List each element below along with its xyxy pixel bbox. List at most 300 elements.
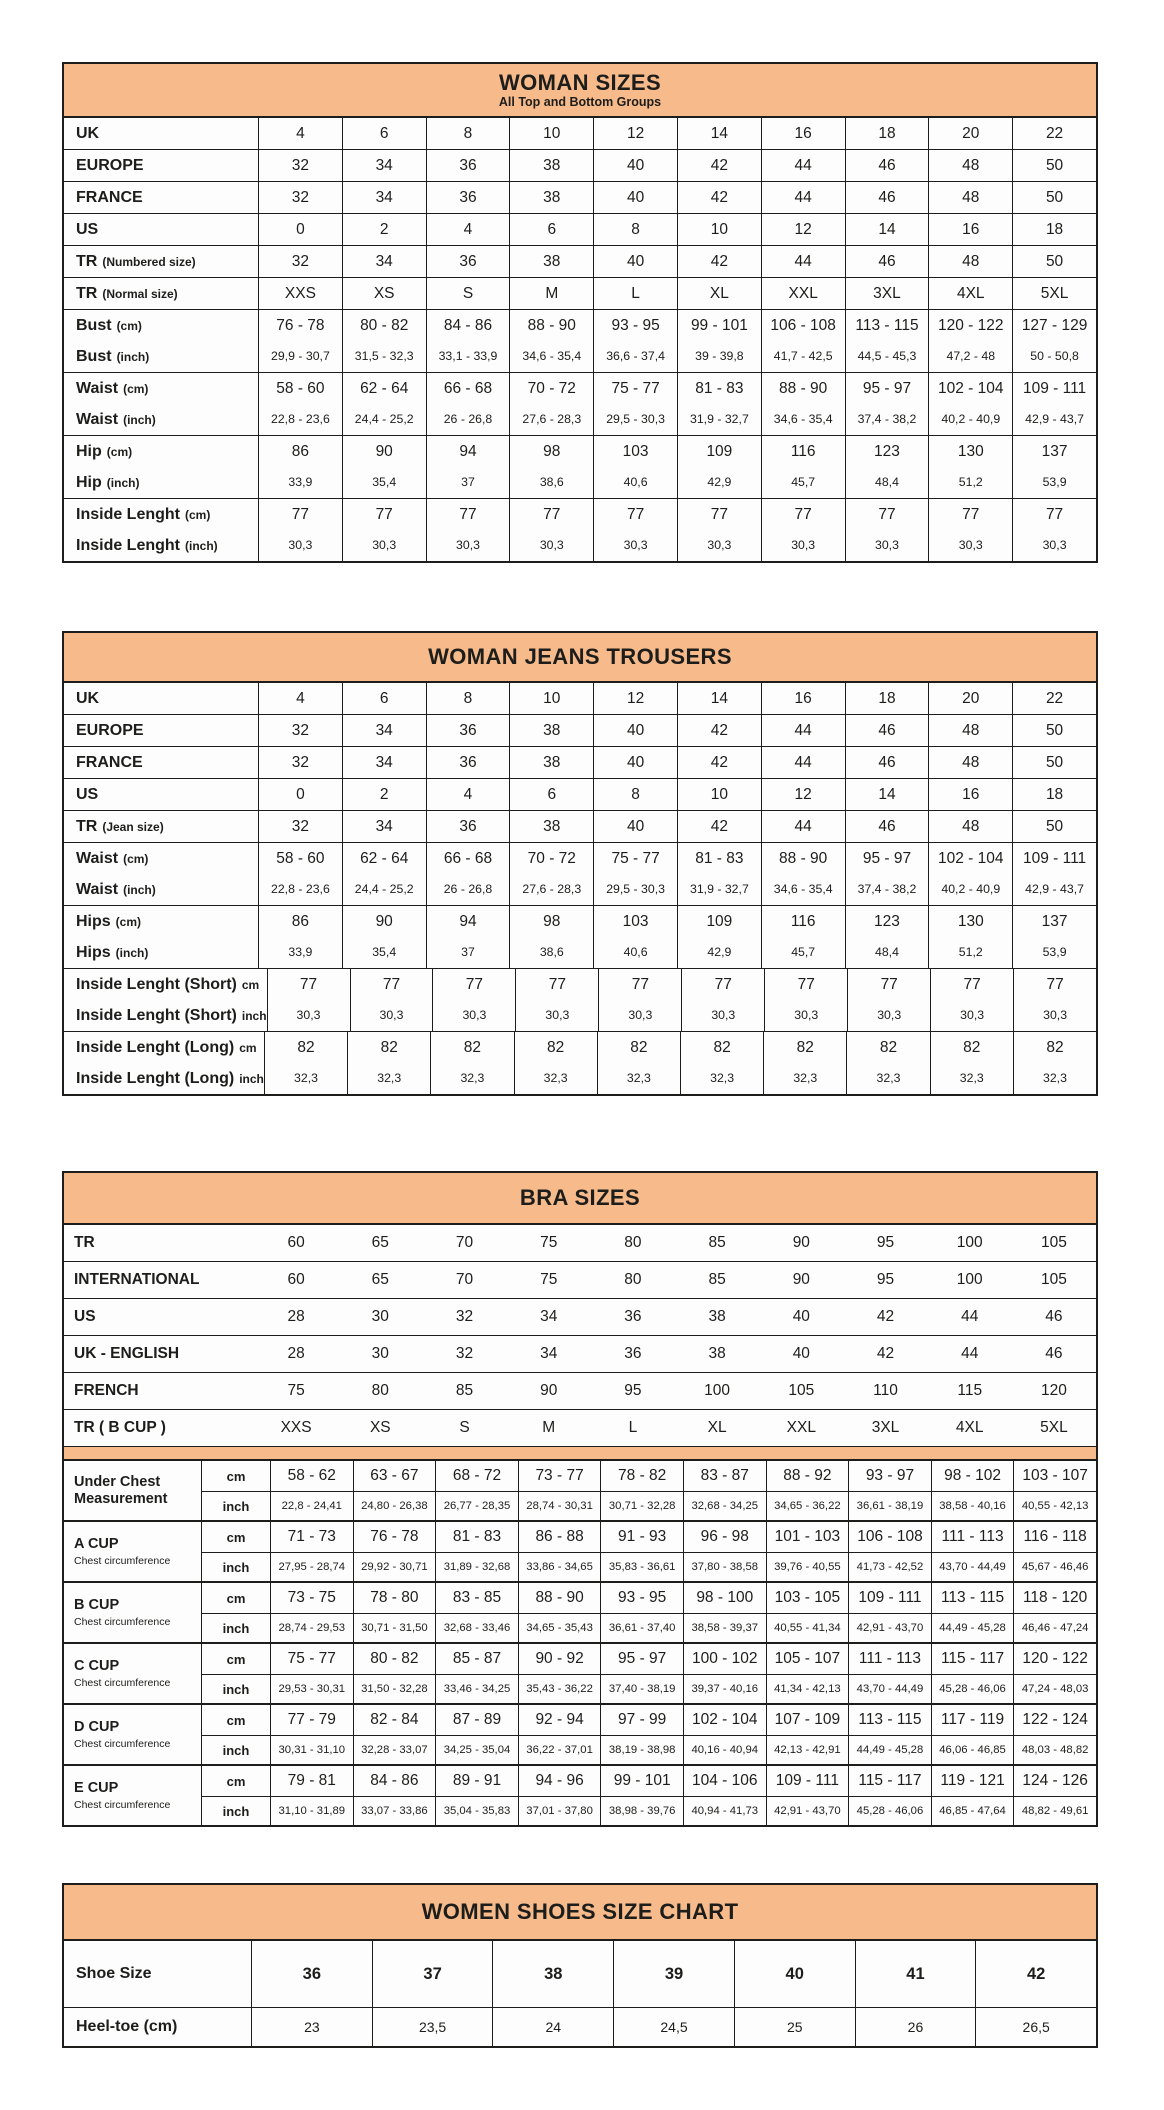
size-value: 0 xyxy=(296,221,305,238)
size-cell xyxy=(594,118,678,149)
size-value: 113 - 115 xyxy=(855,317,919,334)
size-cell xyxy=(929,499,1013,561)
size-cell: 78 - 82 xyxy=(601,1461,684,1491)
size-cell: 94 - 96 xyxy=(519,1766,602,1796)
size-value: 40 xyxy=(626,818,645,835)
size-value: XXL xyxy=(788,285,818,302)
size-value: 18 xyxy=(878,125,896,142)
row-label-text: FRANCE xyxy=(76,753,143,771)
table-row xyxy=(64,498,1096,561)
row-label xyxy=(64,1583,202,1642)
size-value: 77 xyxy=(1046,976,1064,993)
size-cell: 36,61 - 37,40 xyxy=(601,1614,684,1642)
size-cell xyxy=(594,310,678,372)
size-cell xyxy=(427,278,511,309)
size-value: 42 xyxy=(710,722,728,739)
size-value: 48 xyxy=(962,189,980,206)
size-value: 77 xyxy=(710,506,728,523)
size-value: 77 xyxy=(962,506,980,523)
unit-label: cm xyxy=(202,1766,271,1796)
size-cell xyxy=(929,906,1013,968)
row-label-text: Waist xyxy=(76,849,119,867)
size-value: S xyxy=(462,285,474,302)
unit-label: cm xyxy=(202,1461,271,1491)
size-cell: 33,86 - 34,65 xyxy=(519,1553,602,1581)
size-cell: 96 - 98 xyxy=(684,1522,767,1552)
size-value: 40,6 xyxy=(623,945,648,959)
row-label xyxy=(64,843,259,905)
size-value: 116 xyxy=(790,913,816,930)
size-cell xyxy=(510,906,594,968)
size-cell xyxy=(735,1941,856,2007)
size-cell: 30 xyxy=(371,1308,389,1325)
size-value: 37,4 - 38,2 xyxy=(857,412,917,426)
size-cell xyxy=(252,2008,373,2046)
size-cell: 44,49 - 45,28 xyxy=(932,1614,1015,1642)
size-cell: 32,28 - 33,07 xyxy=(354,1736,437,1764)
size-cell xyxy=(343,118,427,149)
row-label-text: EUROPE xyxy=(76,156,144,174)
cup-row xyxy=(64,1461,1096,1520)
size-value: 75 - 77 xyxy=(611,850,660,867)
size-value: 106 - 108 xyxy=(770,317,836,334)
size-value: 31,9 - 32,7 xyxy=(689,882,749,896)
size-cell: XS xyxy=(369,1419,391,1436)
row-label-line xyxy=(76,1063,264,1094)
size-value: 48,4 xyxy=(875,475,899,489)
size-cell xyxy=(510,310,594,372)
size-cell xyxy=(252,1941,373,2007)
size-value: 76 - 78 xyxy=(276,317,325,334)
size-cell xyxy=(678,373,762,435)
size-cell: 29,53 - 30,31 xyxy=(271,1675,354,1703)
size-cell: 80 xyxy=(624,1271,642,1288)
size-value: 95 - 97 xyxy=(862,850,912,867)
measure-row xyxy=(202,1522,1096,1552)
size-cell xyxy=(846,246,930,277)
size-cell: 83 - 87 xyxy=(684,1461,767,1491)
size-value: 88 - 90 xyxy=(527,317,576,334)
size-cell xyxy=(846,811,930,842)
size-cell: 75 - 77 xyxy=(271,1644,354,1674)
table-row xyxy=(64,778,1096,810)
size-cell: 75 xyxy=(540,1271,558,1288)
size-value: 77 xyxy=(459,506,477,523)
size-cell xyxy=(594,843,678,905)
size-cell: 38,58 - 40,16 xyxy=(932,1492,1015,1520)
size-cell: 39,37 - 40,16 xyxy=(684,1675,767,1703)
size-cell xyxy=(1013,214,1096,245)
size-cell: 33,46 - 34,25 xyxy=(436,1675,519,1703)
size-cell: 34,65 - 36,22 xyxy=(767,1492,850,1520)
size-cell xyxy=(846,499,930,561)
size-value: 31,5 - 32,3 xyxy=(354,349,414,363)
size-cell: 85 - 87 xyxy=(436,1644,519,1674)
size-cell xyxy=(259,683,343,714)
size-cell: 36 xyxy=(624,1345,642,1362)
size-value: 34 xyxy=(375,189,393,206)
size-value: 26,5 xyxy=(1022,2019,1050,2035)
size-cell xyxy=(1013,779,1096,810)
separator-strip xyxy=(64,1446,1096,1459)
size-value: 12 xyxy=(794,221,812,238)
size-cell: 30 xyxy=(371,1345,389,1362)
size-value: 95 - 97 xyxy=(862,380,912,397)
size-value: 4XL xyxy=(956,285,985,302)
size-cell: 38,58 - 39,37 xyxy=(684,1614,767,1642)
size-cell xyxy=(678,310,762,372)
size-cell: 90 - 92 xyxy=(519,1644,602,1674)
row-label-line xyxy=(76,310,258,341)
row-label-text: Inside Lenght (Long) xyxy=(76,1038,235,1056)
row-label-line xyxy=(76,1032,264,1063)
size-cell: 86 - 88 xyxy=(519,1522,602,1552)
size-cell: S xyxy=(459,1419,470,1436)
size-cell: 98 - 100 xyxy=(684,1583,767,1613)
row-label-text: US xyxy=(76,220,99,238)
size-value: 22,8 - 23,6 xyxy=(271,412,330,426)
measure-row xyxy=(202,1644,1096,1674)
size-cell xyxy=(678,214,762,245)
measure-row xyxy=(202,1674,1096,1703)
size-cell: 106 - 108 xyxy=(849,1522,932,1552)
cup-subtitle: Chest circumference xyxy=(74,1554,171,1567)
row-label-text: Inside Lenght xyxy=(76,505,180,523)
size-cell xyxy=(594,246,678,277)
size-cell xyxy=(510,436,594,498)
size-value: 10 xyxy=(543,690,561,707)
size-value: 34 xyxy=(375,818,393,835)
size-value: 12 xyxy=(626,125,645,142)
size-cell xyxy=(259,310,343,372)
cup-measurements xyxy=(202,1522,1096,1581)
size-cell: 100 xyxy=(956,1271,983,1288)
cup-measurements xyxy=(202,1705,1096,1764)
size-value: 18 xyxy=(878,690,896,707)
row-label-sub: (inch) xyxy=(185,539,218,553)
size-value: 50 xyxy=(1045,189,1064,206)
size-cell xyxy=(343,811,427,842)
size-cell xyxy=(510,278,594,309)
size-cell: 38 xyxy=(708,1345,726,1362)
size-cell: 103 - 107 xyxy=(1022,1467,1088,1484)
size-cell xyxy=(433,969,516,1031)
row-label xyxy=(64,715,259,746)
row-label-sub: cm xyxy=(241,978,260,992)
size-cell xyxy=(929,715,1013,746)
size-cell xyxy=(1014,1032,1096,1094)
size-value: 41,7 - 42,5 xyxy=(773,349,833,363)
woman-sizes-header xyxy=(64,64,1096,118)
table-row xyxy=(64,1261,1096,1298)
size-value: 26 - 26,8 xyxy=(443,412,493,426)
row-label-text: Waist xyxy=(76,410,119,428)
size-cell: 116 - 118 xyxy=(1023,1528,1087,1545)
size-cell xyxy=(427,246,511,277)
bra-sizes-table xyxy=(62,1171,1098,1827)
size-value: 103 xyxy=(622,443,649,460)
size-cell: 101 - 103 xyxy=(767,1522,850,1552)
table-row xyxy=(64,746,1096,778)
size-cell: 40,16 - 40,94 xyxy=(684,1736,767,1764)
cup-subtitle: Chest circumference xyxy=(74,1737,171,1750)
size-value: 123 xyxy=(874,443,900,460)
size-cell xyxy=(762,310,846,372)
size-cell xyxy=(427,436,511,498)
size-value: 8 xyxy=(631,221,640,238)
size-value: 30,3 xyxy=(707,538,732,552)
size-cell: 100 xyxy=(956,1234,983,1251)
size-value: 42,9 - 43,7 xyxy=(1025,882,1084,896)
size-cell xyxy=(343,843,427,905)
row-label-sub: cm xyxy=(239,1041,257,1055)
size-value: 12 xyxy=(626,690,645,707)
row-label-sub: inch xyxy=(239,1072,264,1086)
size-value: 77 xyxy=(291,506,310,523)
size-cell xyxy=(1013,747,1096,778)
size-cell xyxy=(427,747,511,778)
size-cell: 48,82 - 49,61 xyxy=(1021,1805,1089,1817)
size-cell xyxy=(847,1032,930,1094)
size-cell xyxy=(259,246,343,277)
size-cell xyxy=(929,246,1013,277)
size-cell xyxy=(1013,436,1096,498)
size-cell: 42,91 - 43,70 xyxy=(849,1614,932,1642)
cup-row xyxy=(64,1581,1096,1642)
row-label xyxy=(64,811,259,842)
size-cell: 44 xyxy=(961,1345,979,1362)
size-cell xyxy=(762,811,846,842)
size-cell xyxy=(929,150,1013,181)
size-cell: 95 - 97 xyxy=(601,1644,684,1674)
size-cell xyxy=(259,779,343,810)
size-cell: 40,55 - 42,13 xyxy=(1021,1500,1089,1512)
size-value: 130 xyxy=(957,443,984,460)
size-cell xyxy=(929,278,1013,309)
size-cell xyxy=(846,278,930,309)
size-cell: 42,13 - 42,91 xyxy=(767,1736,850,1764)
cup-measurements xyxy=(202,1461,1096,1520)
size-cell: 4XL xyxy=(955,1419,984,1436)
size-value: 30,3 xyxy=(711,1008,736,1022)
size-cell xyxy=(259,118,343,149)
row-label-line xyxy=(76,436,258,467)
size-cell: 120 xyxy=(1040,1382,1067,1399)
size-value: 50 xyxy=(1045,754,1064,771)
size-cell xyxy=(343,779,427,810)
size-cell xyxy=(259,715,343,746)
size-value: 48 xyxy=(962,253,980,270)
size-value: 39 - 39,8 xyxy=(695,349,744,363)
size-cell xyxy=(427,182,511,213)
size-cell xyxy=(735,2008,856,2046)
size-value: 42 xyxy=(1026,1965,1046,1983)
row-label-line xyxy=(76,182,258,213)
size-cell xyxy=(678,499,762,561)
size-value: 46 xyxy=(878,754,896,771)
jeans-trousers-header xyxy=(64,633,1096,683)
row-label-text: Bust xyxy=(76,347,112,365)
jeans-trousers-rows xyxy=(64,683,1096,1094)
size-value: 40,2 - 40,9 xyxy=(941,412,1001,426)
size-cell: 93 - 95 xyxy=(601,1583,684,1613)
size-value: 0 xyxy=(296,786,305,803)
row-label-text: Inside Lenght xyxy=(76,536,180,554)
size-value: 38 xyxy=(543,722,561,739)
row-label-sub: (cm) xyxy=(106,445,133,459)
size-cell xyxy=(846,214,930,245)
size-cell xyxy=(678,278,762,309)
row-label-sub: (Jean size) xyxy=(102,820,164,834)
size-cell: 79 - 81 xyxy=(271,1766,354,1796)
size-cell: 115 - 117 xyxy=(849,1766,932,1796)
size-cell xyxy=(929,436,1013,498)
size-value: 77 xyxy=(1045,506,1064,523)
size-value: 77 xyxy=(375,506,393,523)
size-value: 77 xyxy=(878,506,896,523)
size-value: 10 xyxy=(710,786,728,803)
size-value: 127 - 129 xyxy=(1021,317,1088,334)
row-label-line xyxy=(76,373,258,404)
cup-subtitle: Chest circumference xyxy=(74,1615,171,1628)
unit-label: cm xyxy=(202,1522,271,1552)
size-cell: 111 - 113 xyxy=(932,1522,1015,1552)
size-value: 29,9 - 30,7 xyxy=(271,349,330,363)
size-value: 40 xyxy=(785,1965,804,1983)
row-label xyxy=(64,118,259,149)
size-value: 82 xyxy=(879,1039,898,1056)
size-cell xyxy=(762,747,846,778)
size-cell xyxy=(1013,118,1096,149)
size-cell xyxy=(762,436,846,498)
size-cell: 71 - 73 xyxy=(271,1522,354,1552)
size-value: 30,3 xyxy=(794,1008,819,1022)
size-value: 33,9 xyxy=(288,475,313,489)
size-cell: 42,91 - 43,70 xyxy=(767,1797,850,1825)
size-cell xyxy=(427,118,511,149)
size-cell: M xyxy=(542,1419,556,1436)
size-value: 33,1 - 33,9 xyxy=(438,349,498,363)
size-cell xyxy=(431,1032,514,1094)
row-label-sub: (cm) xyxy=(123,382,149,396)
size-cell xyxy=(259,747,343,778)
row-label-line xyxy=(76,843,258,874)
size-cell: 118 - 120 xyxy=(1022,1589,1088,1606)
size-cell xyxy=(510,683,594,714)
unit-label: inch xyxy=(202,1492,271,1520)
size-cell xyxy=(846,906,930,968)
row-label-line xyxy=(76,467,258,498)
size-cell: 41,73 - 42,52 xyxy=(849,1553,932,1581)
size-value: 4 xyxy=(463,221,473,238)
size-value: 22,8 - 23,6 xyxy=(271,882,330,896)
size-value: 6 xyxy=(547,786,557,803)
row-label xyxy=(64,436,259,498)
size-cell: 40,55 - 41,34 xyxy=(767,1614,850,1642)
size-cell: 46,85 - 47,64 xyxy=(932,1797,1015,1825)
table-row xyxy=(64,309,1096,372)
size-cell xyxy=(510,843,594,905)
size-value: 50 xyxy=(1045,157,1064,174)
size-value: 6 xyxy=(379,690,389,707)
size-value: 109 xyxy=(706,443,733,460)
size-value: 32 xyxy=(291,189,310,206)
size-cell xyxy=(343,150,427,181)
size-value: 62 - 64 xyxy=(360,850,409,867)
unit-label: inch xyxy=(202,1675,271,1703)
row-label-sub: (inch) xyxy=(116,350,150,364)
size-cell: 31,89 - 32,68 xyxy=(436,1553,519,1581)
row-label xyxy=(64,1766,202,1825)
size-value: 47,2 - 48 xyxy=(946,349,996,363)
size-value: 36 xyxy=(459,253,477,270)
size-cell: 80 xyxy=(371,1382,389,1399)
size-value: 32,3 xyxy=(294,1071,318,1085)
size-value: 3XL xyxy=(873,285,901,302)
unit-label: inch xyxy=(202,1736,271,1764)
size-cell: 100 xyxy=(704,1382,731,1399)
size-cell: 32,68 - 33,46 xyxy=(436,1614,519,1642)
size-value: 16 xyxy=(962,221,980,238)
row-label-text: Waist xyxy=(76,880,119,898)
woman-sizes-table xyxy=(62,62,1098,563)
size-cell: 41,34 - 42,13 xyxy=(767,1675,850,1703)
size-value: 30,3 xyxy=(296,1008,321,1022)
size-cell: 28,74 - 29,53 xyxy=(271,1614,354,1642)
size-value: 77 xyxy=(543,506,561,523)
size-value: 24,5 xyxy=(660,2019,688,2035)
size-cell: 38 xyxy=(708,1308,726,1325)
row-label-line xyxy=(76,499,258,530)
row-label-line xyxy=(76,246,258,277)
size-cell: 85 xyxy=(455,1382,474,1399)
size-cell: 44,49 - 45,28 xyxy=(849,1736,932,1764)
size-value: 62 - 64 xyxy=(360,380,409,397)
size-cell xyxy=(846,843,930,905)
size-cell xyxy=(976,1941,1096,2007)
size-cell xyxy=(265,1032,348,1094)
size-cell: 28 xyxy=(287,1308,305,1325)
size-value: XS xyxy=(373,285,395,302)
size-cell xyxy=(427,779,511,810)
table-row xyxy=(64,213,1096,245)
size-value: 20 xyxy=(962,690,980,707)
size-value: 32,3 xyxy=(793,1071,818,1085)
size-value: 46 xyxy=(878,253,896,270)
size-cell: 91 - 93 xyxy=(601,1522,684,1552)
size-cell: 46,06 - 46,85 xyxy=(932,1736,1015,1764)
row-label-sub: (cm) xyxy=(116,319,142,333)
size-value: 109 xyxy=(706,913,733,930)
row-label-text: UK xyxy=(76,689,100,707)
size-cell: 119 - 121 xyxy=(932,1766,1015,1796)
size-value: 82 xyxy=(380,1039,398,1056)
row-label xyxy=(64,150,259,181)
size-value: 34,6 - 35,4 xyxy=(773,882,833,896)
size-cell xyxy=(929,811,1013,842)
size-cell: 36,61 - 38,19 xyxy=(849,1492,932,1520)
size-value: 93 - 95 xyxy=(611,317,660,334)
size-cell xyxy=(678,436,762,498)
size-value: 29,5 - 30,3 xyxy=(606,412,665,426)
measure-row xyxy=(202,1583,1096,1613)
shoes-size-rows xyxy=(64,1941,1096,2046)
cup-row xyxy=(64,1642,1096,1703)
size-cell: 22,8 - 24,41 xyxy=(271,1492,354,1520)
size-cell xyxy=(1013,843,1096,905)
size-cell xyxy=(846,715,930,746)
size-cell xyxy=(976,2008,1096,2046)
